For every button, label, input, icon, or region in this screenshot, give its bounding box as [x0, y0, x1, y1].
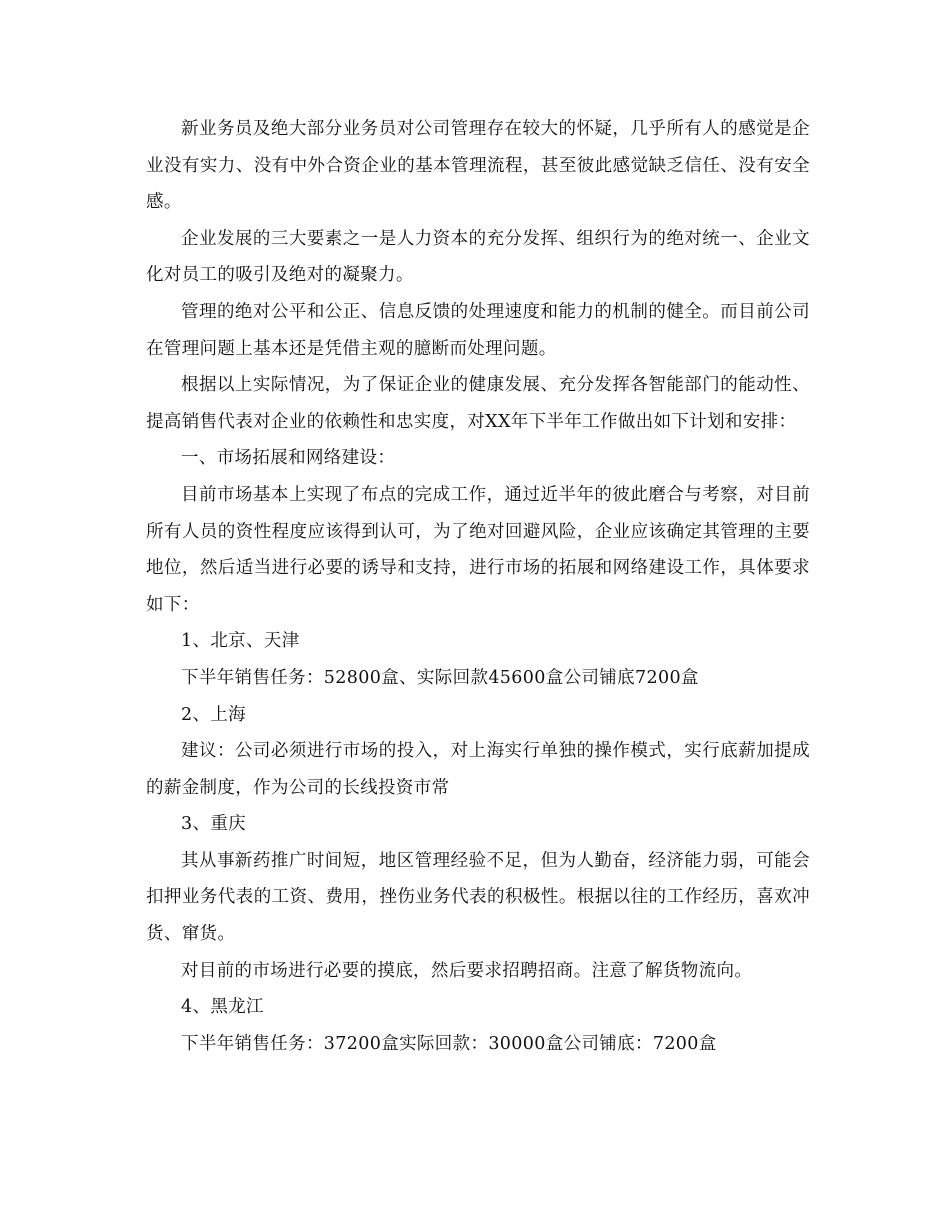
item-heading-heilongjiang: 4、黑龙江 — [181, 997, 264, 1018]
item-heading-beijing-tianjin: 1、北京、天津 — [181, 631, 300, 652]
paragraph-three-elements: 企业发展的三大要素之一是人力资本的充分发挥、组织行为的绝对统一、企业文化对员工的吸引及绝对的凝聚力。 — [146, 228, 810, 286]
paragraph-fairness: 管理的绝对公平和公正、信息反馈的处理速度和能力的机制的健全。而目前公司在管理问题上基本还是凭借主观的臆断而处理问题。 — [146, 301, 810, 359]
item-heading-chongqing: 3、重庆 — [181, 814, 247, 835]
paragraph-chongqing-action: 对目前的市场进行必要的摸底，然后要求招聘招商。注意了解货物流向。 — [181, 960, 753, 981]
paragraph-beijing-targets: 下半年销售任务：52800盒、实际回款45600盒公司铺底7200盒 — [181, 667, 699, 688]
paragraph-market-status: 目前市场基本上实现了布点的完成工作，通过近半年的彼此磨合与考察，对目前所有人员的资性程度应该得到认可，为了绝对回避风险，企业应该确定其管理的主要地位，然后适当进行必要的诱导和支持，进行市场的拓展和网络建设工作，具体要求如下： — [146, 484, 810, 615]
document-body — [146, 111, 810, 1062]
paragraph-shanghai-suggestion: 建议：公司必须进行市场的投入，对上海实行单独的操作模式，实行底薪加提成的薪金制度，作为公司的长线投资市常 — [146, 741, 810, 798]
paragraph-chongqing-assessment: 其从事新药推广时间短，地区管理经验不足，但为人勤奋，经济能力弱，可能会扣押业务代表的工资、费用，挫伤业务代表的积极性。根据以往的工作经历，喜欢冲货、窜货。 — [146, 850, 810, 945]
paragraph-plan-intro: 根据以上实际情况，为了保证企业的健康发展、充分发挥各智能部门的能动性、提高销售代表对企业的依赖性和忠实度，对XX年下半年工作做出如下计划和安排： — [146, 375, 810, 432]
section-heading-market-expansion: 一、市场拓展和网络建设： — [181, 448, 396, 469]
paragraph-management-doubts: 新业务员及绝大部分业务员对公司管理存在较大的怀疑，几乎所有人的感觉是企业没有实力、没有中外合资企业的基本管理流程，甚至彼此感觉缺乏信任、没有安全感。 — [146, 119, 810, 213]
paragraph-heilongjiang-targets: 下半年销售任务：37200盒实际回款：30000盒公司铺底：7200盒 — [181, 1033, 717, 1054]
item-heading-shanghai: 2、上海 — [181, 704, 247, 725]
